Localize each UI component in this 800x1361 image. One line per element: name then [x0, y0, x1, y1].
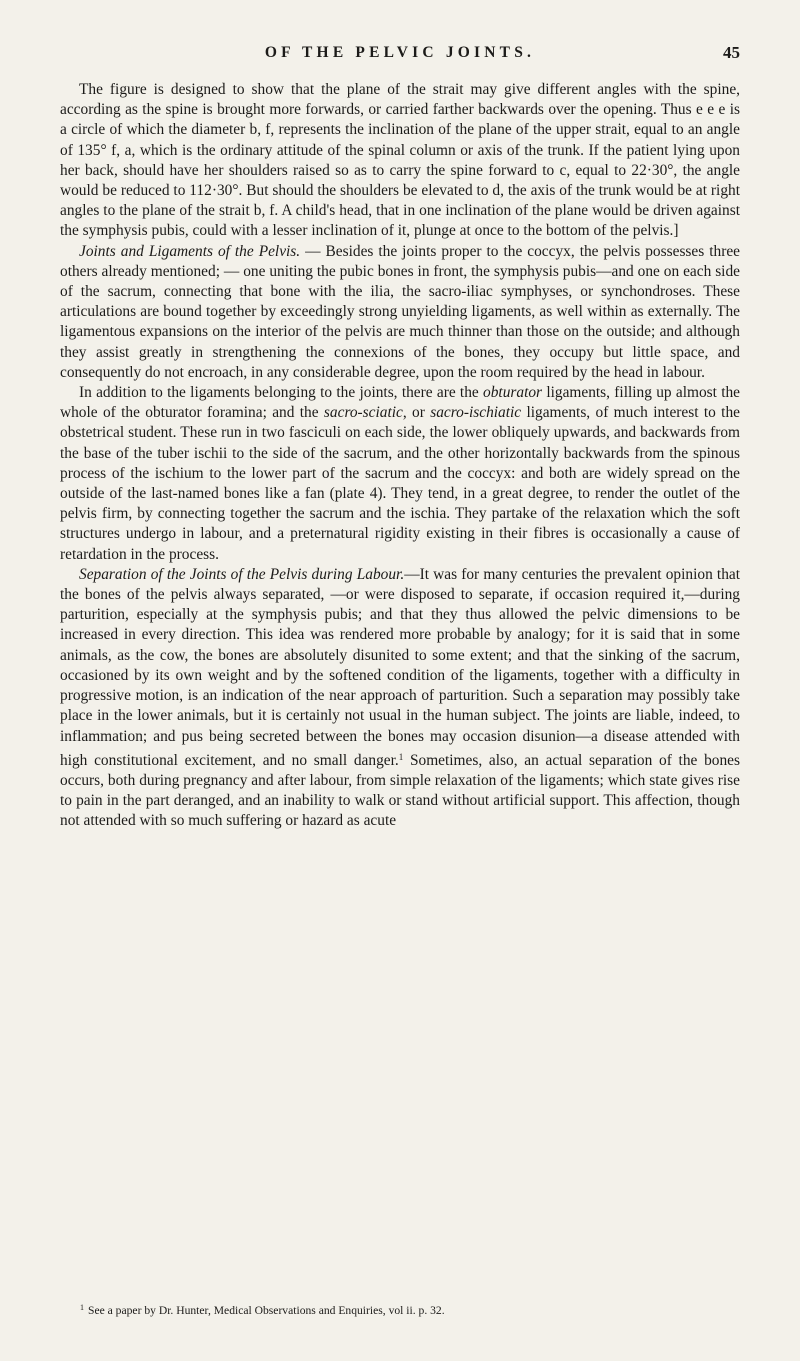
footnote-text: See a paper by Dr. Hunter, Medical Observations and Enquiries, vol ii. p. 32. — [88, 1304, 445, 1317]
section-heading-separation-of-joints: Separation of the Joints of the Pelvis during Labour. — [79, 565, 405, 583]
term-obturator: obturator — [483, 384, 543, 402]
paragraph-joints-and-ligaments — [60, 242, 740, 383]
figure-description-text: The figure is designed to show that the plane of the strait may give different angles with the spine, according as the spine is brought more forwards, or carried farther backwards over the opening. Thus e e e is a circle of which the diameter b, f, represents the inclination of the plane of the upper strait, equal to an angle of 135° f, a, which is the ordinary attitude of the spinal column or axis of the trunk. If the patient lying upon her back, should have her shoulders raised so as to carry the spine forward to c, equal to 22·30°, the angle would be reduced to 112·30°. But should the shoulders be elevated to d, the axis of the trunk would be at right angles to the plane of the strait b, f. A child's head, that in one inclination of the plane would be driven against the symphysis pubis, could with a lesser inclination of it, plunge at once to the bottom of the pelvis.] — [60, 81, 740, 240]
term-sacro-sciatic: sacro-sciatic — [323, 404, 403, 422]
obturator-text-2: ligaments, filling up almost the whole of the obturator foramina; and the — [60, 384, 741, 422]
footnote-mark: 1 — [80, 1303, 84, 1312]
body-text — [60, 80, 740, 832]
term-sacro-ischiatic: sacro-ischiatic — [430, 404, 522, 422]
running-title: OF THE PELVIC JOINTS. — [264, 44, 536, 61]
page-number: 45 — [723, 43, 740, 62]
running-head — [60, 44, 740, 70]
obturator-text-4: ligaments, of much interest to the obstetrical student. These run in two fasciculi on each side, the lower obliquely upwards, and backwards from the base of the tuber ischii to the side of the sacrum, and the other horizontally backwards from the spinous process of the ischium to the lower part of the sacrum and the coccyx: and both are widely spread on the outside of the last-named bones like a fan (plate 4). They tend, in a great degree, to render the outlet of the pelvis firm, by connecting together the sacrum and the ischia. They partake of the relaxation which the soft structures undergo in labour, and a preternatural rigidity existing in their fibres is occasionally a cause of retardation in the process. — [60, 404, 740, 563]
obturator-text-1: In addition to the ligaments belonging to the joints, there are the — [79, 384, 484, 402]
footnote — [60, 1300, 740, 1318]
separation-text-2: Sometimes, also, an actual separation of the bones occurs, both during pregnancy and after labour, from simple relaxation of the ligaments; which state gives rise to pain in the part deranged, and an inability to walk or stand without artificial support. This affection, though not attended with so much suffering or hazard as acute — [60, 751, 740, 830]
separation-text-1: —It was for many centuries the prevalent opinion that the bones of the pelvis always separated, —or were disposed to separate, if occasion required it,—during parturition, especially at the symphysis pubis; and that they thus allowed the pelvic dimensions to be increased in every direction. This idea was rendered more probable by analogy; for it is said that in some animals, as the cow, the bones are absolutely disunited to some extent; and that the sinking of the sacrum, occasioned by its own weight and by the softened condition of the ligaments, together with a difficulty in progressive motion, is an indication of the near approach of parturition. Such a separation may possibly take place in the lower animals, but it is certainly not usual in the human subject. The joints are liable, indeed, to inflammation; and pus being secreted between the bones may occasion disunion—a disease attended with high constitutional excitement, and no small danger. — [60, 565, 740, 769]
section-heading-joints-and-ligaments: Joints and Ligaments of the Pelvis. — [79, 242, 301, 260]
paragraph-separation-of-joints — [60, 565, 740, 832]
footnote-reference: 1 — [398, 751, 404, 762]
paragraph-figure-description — [60, 80, 740, 242]
joints-and-ligaments-text: — Besides the joints proper to the coccyx, the pelvis possesses three others already mentioned; — one uniting the pubic bones in front, the symphysis pubis—and one on each side of the sacrum, connecting that bone with the ilia, the sacro-iliac symphyses, or synchondroses. These articulations are bound together by exceedingly strong unyielding ligaments, as well within as externally. The ligamentous expansions on the interior of the pelvis are much thinner than those on the outside; and although they assist greatly in strengthening the connexions of the bones, they occupy but little space, and consequently do not encroach, in any considerable degree, upon the room required by the head in labour. — [60, 242, 740, 381]
obturator-text-3: , or — [402, 404, 431, 422]
paragraph-obturator-ligaments — [60, 383, 740, 565]
